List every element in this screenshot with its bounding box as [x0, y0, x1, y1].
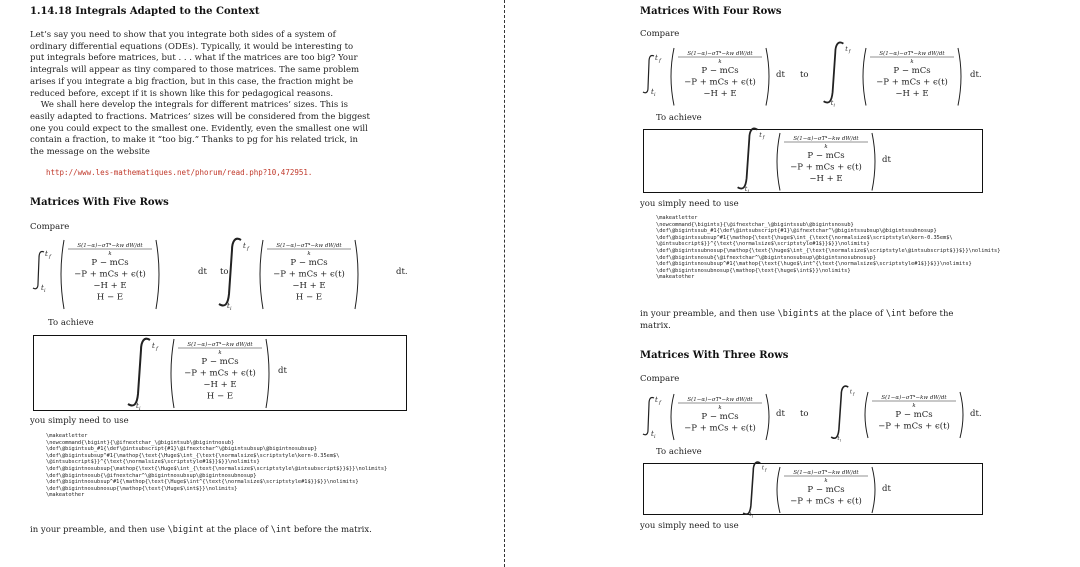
matrix-row-4: −H + E — [292, 281, 326, 291]
code-line: \def\@bigintnosubsup{\mathop{\text{\Huge$\int_{\text{\normalsize$\scriptstyle\@intsubscript$}}$}}\nolimits} — [46, 465, 388, 472]
left-paren — [61, 240, 64, 309]
matrix-row-3: −P + mCs + ϵ(t) — [876, 77, 948, 88]
preamble-sentence: in your preamble, and then use \bigints at the place of \int before the — [640, 309, 954, 319]
lower-limit-sub: i — [839, 437, 841, 443]
upper-limit: t — [243, 242, 246, 250]
three-row-target-formula — [740, 464, 880, 519]
matrix-row-4: −H + E — [809, 174, 843, 184]
code-line: \def\@bigintsnosubsup^#1{\mathop{\text{\huge$\int^{\text{\normalsize$\scriptstyle#1$}}$}}\nolimits} — [656, 261, 972, 268]
simply-need-label: you simply need to use — [30, 416, 129, 426]
preamble-sentence: in your preamble, and then use \bigint at the place of \int before the matrix. — [30, 525, 372, 535]
intro-line: ordinary differential equations (ODEs). Typically, it would be interesting to — [30, 41, 354, 52]
matrix-row-2: P − mCs — [893, 66, 931, 76]
fraction-numerator: S(1−α)−σT⁴−kw dW/dt — [793, 470, 859, 476]
upper-limit-sub: f — [762, 135, 765, 141]
upper-limit-sub: f — [49, 254, 51, 260]
intro-line: arises if you integrate a big fraction, but in this case, the fraction might be — [30, 76, 354, 87]
to-achieve-label: To achieve — [48, 318, 94, 328]
matrix-row-3: −P + mCs + ϵ(t) — [878, 421, 950, 432]
simply-need-label: you simply need to use — [640, 521, 739, 531]
fraction-numerator: S(1−α)−σT⁴−kw dW/dt — [687, 51, 753, 57]
four-rows-title: Matrices With Four Rows — [640, 6, 782, 17]
intro-line: easily adapted to fractions. Matrices’ sizes will be considered from the biggest — [30, 111, 370, 122]
dt-label: dt — [882, 484, 891, 494]
fraction-numerator: S(1−α)−σT⁴−kw dW/dt — [879, 51, 945, 57]
fraction-denominator: k — [912, 403, 916, 409]
four-row-target-formula — [734, 130, 874, 195]
matrix-row-2: P − mCs — [201, 357, 239, 367]
matrix-row-4: −H + E — [203, 380, 237, 390]
dt-label: dt — [776, 70, 785, 80]
code-line: \def\@bigintsub_#1{\def\@intsubscript{#1}\@ifnextchar^\@bigintsubsup\@bigintnosubsup} — [46, 446, 318, 453]
code-line: \makeatother — [656, 274, 695, 281]
matrix-row-3: −P + mCs + ϵ(t) — [790, 496, 862, 507]
upper-limit: t — [845, 45, 848, 53]
lower-limit-sub: i — [654, 92, 656, 98]
website-link[interactable]: http://www.les-mathematiques.net/phorum/read.php?10,472951. — [46, 168, 313, 177]
integral-sign — [743, 462, 760, 514]
dt-label: dt. — [970, 70, 982, 80]
three-rows-title: Matrices With Three Rows — [640, 350, 789, 361]
lower-limit-sub: i — [833, 103, 835, 109]
latex-code-block — [46, 433, 387, 499]
upper-limit-sub: f — [659, 400, 661, 406]
intro-line: Let’s say you need to show that you integrate both sides of a system of — [30, 30, 336, 40]
fraction-numerator: S(1−α)−σT⁴−kw dW/dt — [793, 136, 859, 142]
matrix-row-3: −P + mCs + ϵ(t) — [790, 162, 862, 173]
upper-limit: t — [152, 342, 155, 350]
intro-line: put integrals before matrices, but . . . what if the matrices are too big? Your — [30, 53, 358, 64]
fraction-denominator: k — [218, 350, 222, 356]
integral-sign — [219, 239, 241, 306]
matrix-row-4: −H + E — [703, 89, 737, 99]
right-paren — [872, 133, 875, 191]
fraction-denominator: k — [307, 251, 311, 257]
right-paren — [266, 339, 269, 408]
intro-line: We shall here develop the integrals for different matrices’ sizes. This is — [30, 100, 349, 111]
fraction-denominator: k — [910, 59, 914, 65]
five-row-small-integral-formula — [30, 236, 190, 311]
lower-limit: t — [41, 284, 44, 292]
matrix-row-2: P − mCs — [895, 410, 933, 420]
code-line: \def\@bigintssubnosup{\mathop{\text{\huge$\int_{\text{\normalsize$\scriptstyle\@intsubscript$}}$}}\nolimits} — [656, 247, 1001, 254]
right-paren — [960, 392, 963, 438]
column-divider — [504, 0, 505, 567]
upper-limit-sub: f — [659, 58, 661, 64]
dt-label: dt — [278, 366, 287, 376]
lower-limit-sub: i — [139, 406, 141, 412]
preamble-sentence-continued: matrix. — [640, 321, 671, 331]
integral-sign — [738, 128, 758, 188]
lower-limit: t — [651, 430, 654, 438]
right-paren — [766, 48, 769, 106]
left-paren — [777, 133, 780, 191]
code-line: \def\@bigintsnosub{\@ifnextchar^\@bigintsnosubsup\@bigintsnosubnosup} — [656, 254, 877, 261]
code-line: \newcommand{\bigints}{\@ifnextchar_\@bigintssub\@bigintsnosub} — [656, 221, 854, 228]
target-formula-box — [643, 463, 983, 519]
upper-limit: t — [45, 250, 48, 258]
integral-sign — [831, 386, 848, 438]
matrix-row-4: −H + E — [895, 89, 929, 99]
five-row-target-formula — [124, 336, 274, 410]
left-paren — [671, 394, 674, 440]
compare-label: Compare — [30, 222, 70, 232]
fraction-denominator: k — [108, 251, 112, 257]
upper-limit: t — [655, 54, 658, 62]
matrix-row-2: P − mCs — [91, 258, 129, 268]
matrix-row-2: P − mCs — [701, 412, 739, 422]
upper-limit-sub: f — [852, 390, 855, 396]
code-line: \def\@bigintssubsup^#1{\mathop{\text{\huge$\int_{\text{\normalsize$\scriptstyle\kern-0.35em$\ — [656, 234, 953, 241]
left-paren — [777, 467, 780, 513]
lower-limit-sub: i — [230, 306, 232, 312]
right-paren — [958, 48, 961, 106]
fraction-denominator: k — [824, 478, 828, 484]
matrix-row-3: −P + mCs + ϵ(t) — [74, 269, 146, 280]
to-label: to — [220, 267, 229, 277]
lower-limit: t — [749, 512, 752, 519]
to-achieve-label: To achieve — [656, 113, 702, 123]
upper-limit: t — [759, 131, 762, 139]
matrix-row-2: P − mCs — [807, 485, 845, 495]
lower-limit: t — [651, 88, 654, 96]
fraction-denominator: k — [718, 59, 722, 65]
lower-limit-sub: i — [654, 434, 656, 440]
lower-limit: t — [227, 302, 230, 310]
fraction-numerator: S(1−α)−σT⁴−kw dW/dt — [77, 243, 143, 249]
left-paren — [863, 48, 866, 106]
four-row-small-integral-formula — [640, 44, 770, 106]
matrix-row-2: P − mCs — [701, 66, 739, 76]
four-row-big-integral-formula — [820, 44, 970, 109]
matrix-row-3: −P + mCs + ϵ(t) — [184, 368, 256, 379]
code-line: \makeatletter — [46, 433, 88, 439]
matrix-row-3: −P + mCs + ϵ(t) — [273, 269, 345, 280]
code-line: \def\@bigintssub_#1{\def\@intsubscript{#1}\@ifnextchar^\@bigintssubsup\@bigintssubnosup} — [656, 228, 937, 235]
three-row-big-integral-formula — [828, 388, 968, 443]
fraction-numerator: S(1−α)−σT⁴−kw dW/dt — [187, 342, 253, 348]
upper-limit-sub: f — [247, 246, 249, 252]
to-achieve-label: To achieve — [656, 447, 702, 457]
lower-limit-sub: i — [751, 513, 753, 519]
fraction-numerator: S(1−α)−σT⁴−kw dW/dt — [687, 397, 753, 403]
lower-limit: t — [830, 99, 834, 107]
fraction-numerator: S(1−α)−σT⁴−kw dW/dt — [276, 243, 342, 249]
integral-sign — [128, 339, 150, 406]
fraction-denominator: k — [824, 144, 828, 150]
code-line: \def\@bigintnosub{\@ifnextchar^\@bigintnosubsup\@bigintnosubnosup} — [46, 472, 257, 479]
intro-line: the message on the website — [30, 147, 150, 157]
compare-label: Compare — [640, 29, 680, 39]
section-title: 1.14.18 Integrals Adapted to the Context — [30, 6, 260, 17]
matrix-row-4: −H + E — [93, 281, 127, 291]
code-line: \def\@bigintnosubsup^#1{\mathop{\text{\Huge$\int^{\text{\normalsize$\scriptstyle#1$}}$}}\nolimits} — [46, 479, 359, 486]
dt-label: dt. — [396, 267, 408, 277]
matrix-row-2: P − mCs — [290, 258, 328, 268]
five-row-big-integral-formula — [215, 236, 390, 311]
to-label: to — [800, 409, 809, 419]
upper-limit: t — [655, 396, 658, 404]
intro-line: one you could expect to the smallest one. Evidently, even the smallest one will — [30, 123, 368, 134]
left-paren — [671, 48, 674, 106]
code-line: \makeatother — [46, 492, 85, 499]
code-line: \newcommand{\bigint}{\@ifnextchar_\@bigintsub\@bigintnosub} — [46, 439, 235, 446]
upper-limit: t — [761, 465, 765, 472]
latex-code-block — [656, 215, 1000, 281]
matrix-row-3: −P + mCs + ϵ(t) — [684, 423, 756, 434]
right-paren — [766, 394, 769, 440]
right-paren — [156, 240, 159, 309]
code-line: \def\@bigintsubsup^#1{\mathop{\text{\Huge$\int_{\text{\normalsize$\scriptstyle\kern-0.35em$\ — [46, 452, 340, 459]
fraction-denominator: k — [718, 405, 722, 411]
lower-limit: t — [744, 185, 748, 193]
matrix-row-5: H − E — [295, 292, 323, 303]
matrix-row-5: H − E — [206, 391, 234, 402]
lower-limit-sub: i — [747, 189, 749, 195]
upper-limit-sub: f — [156, 346, 158, 352]
code-line: \def\@bigintsnosubnosup{\mathop{\text{\huge$\int$}}\nolimits} — [656, 267, 851, 274]
five-rows-title: Matrices With Five Rows — [30, 197, 169, 208]
intro-line: integrals will appear as tiny compared to those matrices. The same problem — [30, 65, 360, 76]
upper-limit-sub: f — [848, 49, 851, 55]
right-paren — [872, 467, 875, 513]
left-paren — [865, 392, 868, 438]
right-paren — [355, 240, 358, 309]
code-line: \@intsubscript$}}^{\text{\normalsize$\scriptstyle#1$}}$}}\nolimits} — [656, 241, 870, 248]
intro-line: reduced before, except if it is shown like this for pedagogical reasons. — [30, 88, 334, 99]
target-formula-box — [33, 335, 407, 411]
intro-line: contain a fraction, to make it “too big.” Thanks to pg for his related trick, in — [30, 135, 358, 146]
code-line: \def\@bigintnosubnosup{\mathop{\text{\Huge$\int$}}\nolimits} — [46, 485, 238, 492]
fraction-numerator: S(1−α)−σT⁴−kw dW/dt — [881, 395, 947, 401]
left-paren — [260, 240, 263, 309]
lower-limit-sub: i — [44, 288, 46, 294]
dt-label: dt — [198, 267, 207, 277]
lower-limit: t — [837, 436, 840, 443]
lower-limit: t — [136, 402, 139, 410]
dt-label: dt — [882, 155, 891, 165]
matrix-row-5: H − E — [96, 292, 124, 303]
left-paren — [171, 339, 174, 408]
matrix-row-2: P − mCs — [807, 151, 845, 161]
matrix-row-3: −P + mCs + ϵ(t) — [684, 77, 756, 88]
integral-sign — [824, 42, 844, 102]
upper-limit: t — [849, 389, 853, 396]
simply-need-label: you simply need to use — [640, 199, 739, 209]
dt-label: dt. — [970, 409, 982, 419]
three-row-small-integral-formula — [640, 390, 770, 442]
upper-limit-sub: f — [764, 466, 767, 472]
compare-label: Compare — [640, 374, 680, 384]
target-formula-box — [643, 129, 983, 193]
dt-label: dt — [776, 409, 785, 419]
code-line: \makeatletter — [656, 215, 698, 221]
to-label: to — [800, 70, 809, 80]
code-line: \@intsubscript$}}^{\text{\normalsize$\scriptstyle#1$}}$}}\nolimits} — [46, 459, 260, 466]
